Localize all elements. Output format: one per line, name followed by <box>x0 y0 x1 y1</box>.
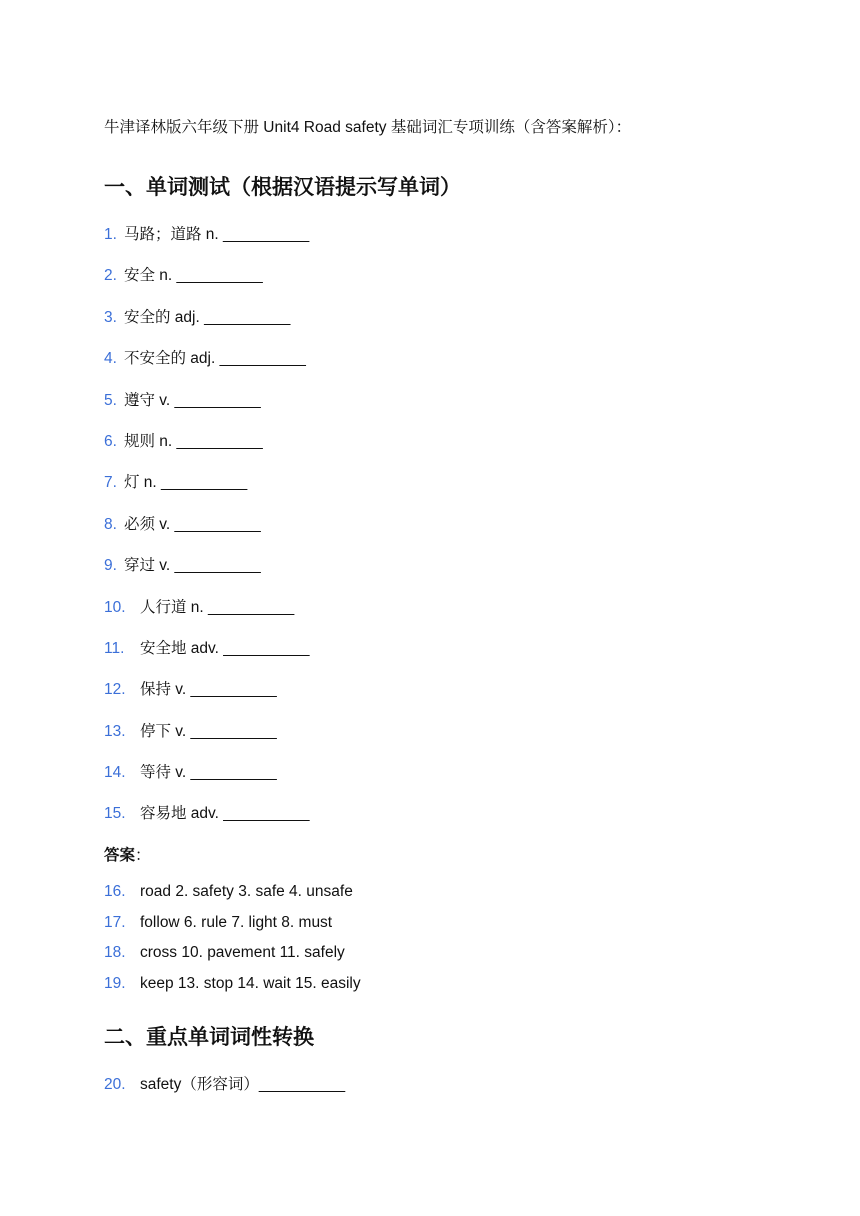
vocab-question <box>104 432 309 473</box>
answer-blank: __________ <box>176 267 263 285</box>
answer-blank: __________ <box>190 764 277 782</box>
vocab-question <box>104 391 309 432</box>
item-text: 马路；道路 n. <box>124 226 224 243</box>
vocab-question <box>104 680 309 721</box>
answer-blank: __________ <box>190 681 277 699</box>
answer-blank: __________ <box>223 226 310 243</box>
item-number: 20. <box>104 1076 126 1093</box>
section-2-heading: 二、重点单词词性转换 <box>104 1026 314 1049</box>
item-number: 15. <box>104 805 126 823</box>
vocab-question <box>104 473 309 514</box>
item-text: 灯 n. <box>124 474 162 492</box>
answer-blank: __________ <box>190 722 277 740</box>
item-text: 穿过 v. <box>124 557 175 575</box>
answer-blank: __________ <box>174 391 261 409</box>
item-number: 12. <box>104 681 126 699</box>
vocab-question <box>104 266 309 307</box>
item-number: 18. <box>104 944 126 962</box>
item-number: 9. <box>104 557 117 575</box>
item-text: keep 13. stop 14. wait 15. easily <box>140 975 361 993</box>
vocab-question <box>104 349 309 390</box>
item-text: 必须 v. <box>124 515 175 533</box>
answer-blank: __________ <box>223 805 310 823</box>
item-number: 4. <box>104 350 117 368</box>
answer-blank: __________ <box>208 598 295 616</box>
vocab-question <box>104 515 309 556</box>
item-number: 8. <box>104 515 117 533</box>
answer-label-colon: ： <box>135 847 151 864</box>
answer-blank: __________ <box>219 350 306 368</box>
vocab-question <box>104 598 309 639</box>
item-number: 19. <box>104 975 126 993</box>
vocab-question <box>104 722 309 763</box>
item-number: 3. <box>104 308 117 326</box>
item-number: 13. <box>104 722 126 740</box>
answer-line <box>104 913 361 944</box>
vocab-question <box>104 804 309 845</box>
item-number: 14. <box>104 764 126 782</box>
answer-line <box>104 882 361 913</box>
item-number: 10. <box>104 598 126 616</box>
item-text: 容易地 adv. <box>140 805 224 823</box>
item-text: follow 6. rule 7. light 8. must <box>140 913 333 931</box>
item-text: cross 10. pavement 11. safely <box>140 944 345 962</box>
answer-blank: __________ <box>161 474 248 492</box>
item-number: 5. <box>104 391 117 409</box>
item-number: 16. <box>104 883 126 900</box>
item-text: road 2. safety 3. safe 4. unsafe <box>140 883 353 900</box>
item-text: 安全的 adj. <box>124 308 205 326</box>
answer-blank: __________ <box>174 515 261 533</box>
conversion-question <box>104 1075 345 1116</box>
answer-list <box>104 882 361 1005</box>
item-text: 规则 n. <box>124 432 177 450</box>
vocab-question <box>104 763 309 804</box>
document-title: 牛津译林版六年级下册 Unit4 Road safety 基础词汇专项训练（含答案解析）： <box>104 119 632 136</box>
item-number: 11. <box>104 639 125 657</box>
item-text: 不安全的 adj. <box>124 350 220 368</box>
vocab-question <box>104 556 309 597</box>
item-text: 安全 n. <box>124 267 177 285</box>
answer-blank: __________ <box>176 432 263 450</box>
item-text: 安全地 adv. <box>140 639 224 657</box>
section-1-heading: 一、单词测试（根据汉语提示写单词） <box>104 176 461 199</box>
item-text: 停下 v. <box>140 722 191 740</box>
item-number: 1. <box>104 226 117 243</box>
vocab-question <box>104 639 309 680</box>
item-number: 6. <box>104 432 117 450</box>
answer-blank: __________ <box>258 1076 346 1093</box>
item-text: 遵守 v. <box>124 391 175 409</box>
item-text: 人行道 n. <box>140 598 209 616</box>
item-text: safety（形容词） <box>140 1076 259 1093</box>
item-text: 等待 v. <box>140 764 191 782</box>
vocab-question <box>104 225 309 266</box>
answer-blank: __________ <box>204 308 291 326</box>
answer-line <box>104 943 361 974</box>
vocab-question <box>104 308 309 349</box>
conversion-question-list <box>104 1075 345 1116</box>
answer-blank: __________ <box>223 639 310 657</box>
item-number: 7. <box>104 474 117 492</box>
item-number: 2. <box>104 267 117 285</box>
answer-blank: __________ <box>174 557 261 575</box>
answer-line <box>104 974 361 1005</box>
answer-label <box>104 846 151 866</box>
item-text: 保持 v. <box>140 681 191 699</box>
vocab-question-list <box>104 225 309 846</box>
answer-label-text: 答案 <box>104 847 136 864</box>
item-number: 17. <box>104 913 126 931</box>
